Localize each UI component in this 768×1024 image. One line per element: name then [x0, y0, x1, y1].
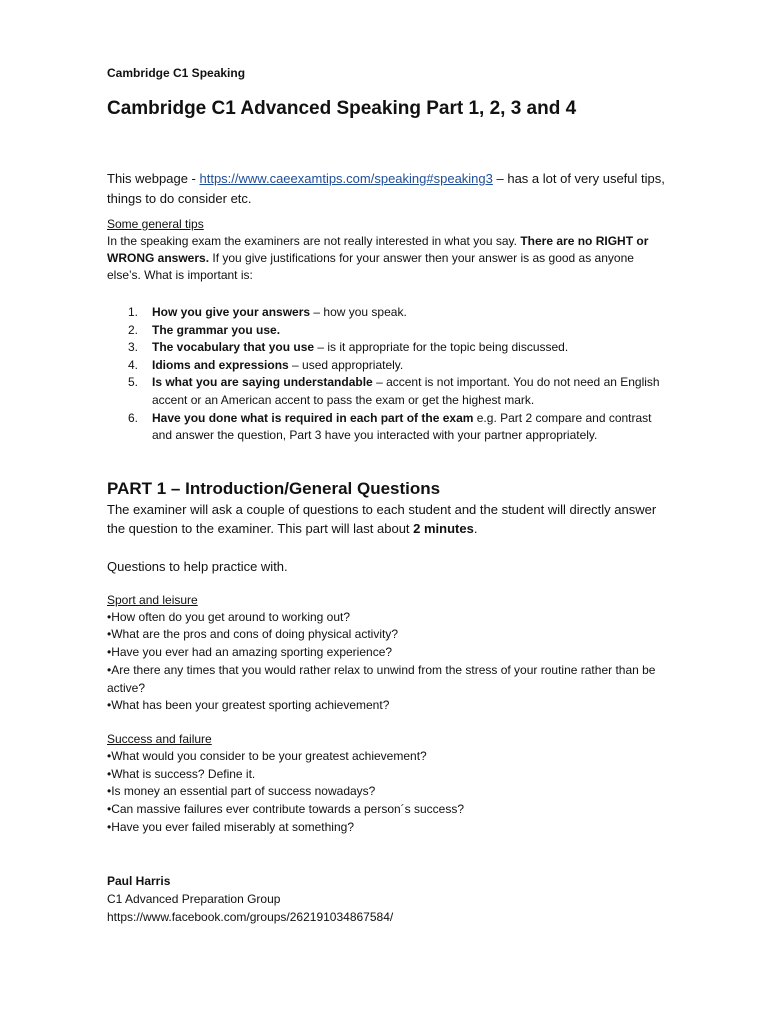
list-item-text: – accent is not important. You do not need an English accent or an American accent to pass the exam or get the highest mark.: [152, 375, 660, 407]
tips-webpage-link[interactable]: https://www.caeexamtips.com/speaking#speaking3: [199, 171, 493, 186]
practice-line: Questions to help practice with.: [107, 558, 288, 574]
sport-section: [107, 592, 667, 715]
general-tips-bold: There are no RIGHT or WRONG answers.: [107, 234, 649, 265]
list-item-bold: The grammar you use.: [152, 322, 281, 337]
general-tips-section: [107, 216, 667, 284]
intro-text-after: – has a lot of very useful tips, things to do consider etc.: [107, 171, 665, 206]
question-item: •What is success? Define it.: [107, 766, 256, 781]
list-item: [107, 357, 667, 375]
general-tips-heading: Some general tips: [107, 217, 204, 231]
general-tips-text-2: If you give justifications for your answer then your answer is as good as anyone else’s. What is important is:: [107, 251, 634, 282]
document-body: [107, 64, 667, 926]
list-item: [107, 322, 667, 340]
success-heading: Success and failure: [107, 731, 212, 746]
list-number: 6.: [128, 410, 139, 425]
list-item-text: – used appropriately.: [288, 357, 404, 372]
list-item-bold: How you give your answers: [152, 305, 311, 319]
list-number: 1.: [128, 305, 139, 319]
general-tips-paragraph: [107, 233, 667, 284]
header-label: Cambridge C1 Speaking: [107, 66, 246, 80]
sport-heading: Sport and leisure: [107, 592, 198, 607]
intro-text-before: This webpage -: [107, 171, 200, 186]
intro-paragraph: [107, 169, 667, 209]
page-title: Cambridge C1 Advanced Speaking Part 1, 2, 3 and 4: [107, 98, 577, 119]
part1-duration: 2 minutes: [413, 520, 474, 536]
question-item: •Is money an essential part of success nowadays?: [107, 784, 376, 799]
list-item: [107, 410, 667, 445]
list-item-bold: The vocabulary that you use: [152, 340, 315, 355]
list-item-bold: Idioms and expressions: [152, 357, 289, 372]
list-item: [107, 374, 667, 409]
question-item: •What are the pros and cons of doing physical activity?: [107, 627, 399, 642]
list-item: [107, 304, 667, 322]
part1-text: The examiner will ask a couple of questions to each student and the student will directly answer the question to the examiner. This part will last about: [107, 501, 657, 536]
question-item: •Are there any times that you would rather relax to unwind from the stress of your routine rather than be active?: [107, 662, 656, 695]
group-name: C1 Advanced Preparation Group: [107, 892, 281, 907]
success-section: [107, 731, 667, 837]
general-tips-text-1: In the speaking exam the examiners are not really interested in what you say.: [107, 234, 521, 248]
part1-description: [107, 500, 667, 538]
question-item: •Have you ever had an amazing sporting experience?: [107, 645, 393, 660]
list-item-text: – is it appropriate for the topic being discussed.: [314, 340, 569, 355]
author-name: Paul Harris: [107, 874, 171, 889]
question-item: •Can massive failures ever contribute towards a person´s success?: [107, 802, 465, 817]
list-item: [107, 339, 667, 357]
question-item: •Have you ever failed miserably at something?: [107, 819, 354, 834]
list-item-bold: Is what you are saying understandable: [152, 375, 373, 390]
list-number: 5.: [128, 375, 139, 390]
question-item: •What has been your greatest sporting achievement?: [107, 698, 390, 713]
question-item: •What would you consider to be your greatest achievement?: [107, 748, 427, 763]
question-item: •How often do you get around to working out?: [107, 609, 351, 624]
list-item-text: e.g. Part 2 compare and contrast and answer the question, Part 3 have you interacted with your partner appropriately.: [152, 410, 652, 443]
list-number: 4.: [128, 357, 139, 372]
signature-block: [107, 872, 667, 926]
list-number: 3.: [128, 340, 139, 355]
list-item-text: – how you speak.: [310, 305, 407, 319]
part1-title: PART 1 – Introduction/General Questions: [107, 478, 441, 498]
group-url: https://www.facebook.com/groups/262191034867584/: [107, 910, 394, 925]
list-item-bold: Have you done what is required in each part of the exam: [152, 410, 474, 425]
part1-end: .: [473, 520, 478, 536]
list-number: 2.: [128, 322, 139, 337]
tips-list: [107, 304, 667, 445]
